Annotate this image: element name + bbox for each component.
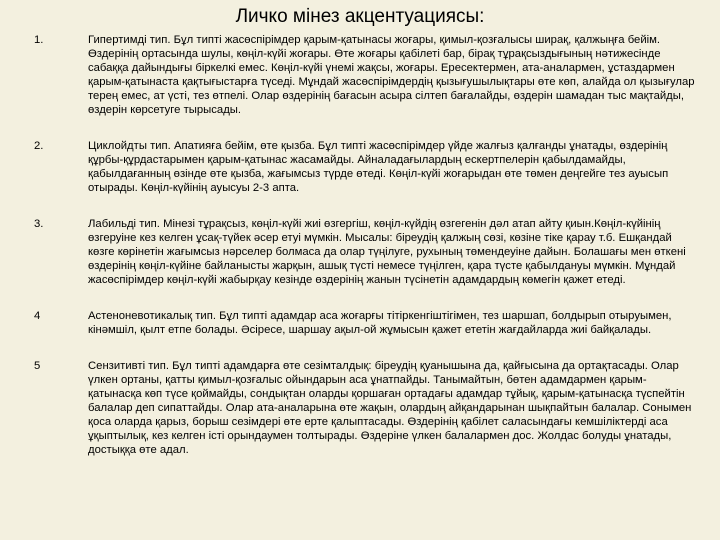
list-item-number: 3.: [34, 218, 44, 230]
list-item-number: 2.: [34, 140, 44, 152]
slide-title: Личко мінез акцентуациясы:: [235, 6, 485, 27]
list-item-4: [34, 309, 698, 337]
list-item-text: Сензитивті тип. Бұл типті адамдарға өте сезімталдық: біреудің қуанышына да, қайғысына да ортақтасады. Олар үлкен ортаны, қатты қимыл-қозғалыс ойындарын аса ұнатпайды. Танымайтын, бөтен адамдармен қарым-қатынасқа көп түсе қоймайды, сондықтан оларды қоршаған ортадағы адамдар тұйық, қарым-қатынасқа түспейтін балалар деп сипаттайды. Олар ата-аналарына өте жақын, олардың айқандарынан шықпайтын балалар. Сонымен қоса оларда қарыз, борыш сезімдері өте ерте қалыптасады. Өздерінің қабілет саласындағы кемшіліктерді аса ұқыптылық, кез келген істі орындаумен толтырады. Өздеріне үлкен балалармен дос. Жолдас болуды ұнатады, достыққа өте адал.: [88, 360, 692, 456]
list-item-number: 1.: [34, 34, 44, 46]
list-item-number: 5: [34, 360, 41, 372]
list-item-text: Гипертимді тип. Бұл типті жасөспірімдер қарым-қатынасы жоғары, қимыл-қозғалысы ширақ, қалжыңға бейім. Өздерінің ортасында шулы, көңіл-күйі жоғары. Өте жоғары қабілеті бар, бірақ тұрақсыздығының нәтижесінде сабаққа дайындығы біркелкі емес. Көңіл-күйі үнемі жақсы, жоғары. Ересектермен, ата-аналармен, ұстаздармен қарым-қатынаста қақтығыстарға түседі. Мұндай жасөспірімдердің қызығушылықтары өте көп, алайда ол қызығулар терең емес, ат үсті, тез өтпелі. Олар өздерінің бағасын асыра сілтеп бағалайды, өздерін шамадан тыс мақтайды, өздерін көрсетуге тырысады.: [88, 34, 695, 116]
list-item-5: [34, 359, 698, 457]
list-item-3: [34, 217, 698, 287]
accentuation-list: [34, 33, 698, 457]
list-item-text: Лабильді тип. Мінезі тұрақсыз, көңіл-күйі жиі өзгергіш, көңіл-күйдің өзгегенін дәл атап айту қиын.Көңіл-күйінің өзгеруіне кез келген ұсақ-түйек әсер етуі мүмкін. Мысалы: біреудің қалжың сөзі, көзіне тіке қарау т.б. Ешқандай көзге көрінетін жағымсыз нәрселер болмаса да олар түңілуге, рухының төмендеуіне дайын. Болашағы мен өткені өздерінің көңіл-күйіне байланысты жарқын, ашық түсті немесе түңілген, қара түсте қабылдануы мүмкін. Мұндай жасөспірімдер көңіл-күйі жабырқау кезінде өздерінің жанын түсінетін адамдардың көмегін қажет етеді.: [88, 218, 686, 286]
list-item-text: Астеноневотикалық тип. Бұл типті адамдар аса жоғарғы тітіркенгіштігімен, тез шаршап, болдырып отыруымен, кінәмшіл, қылт етпе болады. Әсіресе, шаршау ақыл-ой жұмысын қажет ететін жағдайларда жиі байқалады.: [88, 310, 672, 336]
list-item-number: 4: [34, 310, 41, 322]
list-item-1: [34, 33, 698, 117]
list-item-text: Циклойдты тип. Апатияға бейім, өте қызба. Бұл типті жасөспірімдер үйде жалғыз қалғанды ұнатады, өздерінің құрбы-құрдастарымен қарым-қатынас жасамайды. Айналадағылардың ескертпелерін қабылдамайды, қабылдағанның өзінде өте қызба, жағымсыз түрде өтеді. Көңіл-күйі жоғарыдан өте төмен деңгейге тез ауысып отырады. Көңіл-күйінің ауысуы 2-3 апта.: [88, 140, 669, 194]
list-item-2: [34, 139, 698, 195]
